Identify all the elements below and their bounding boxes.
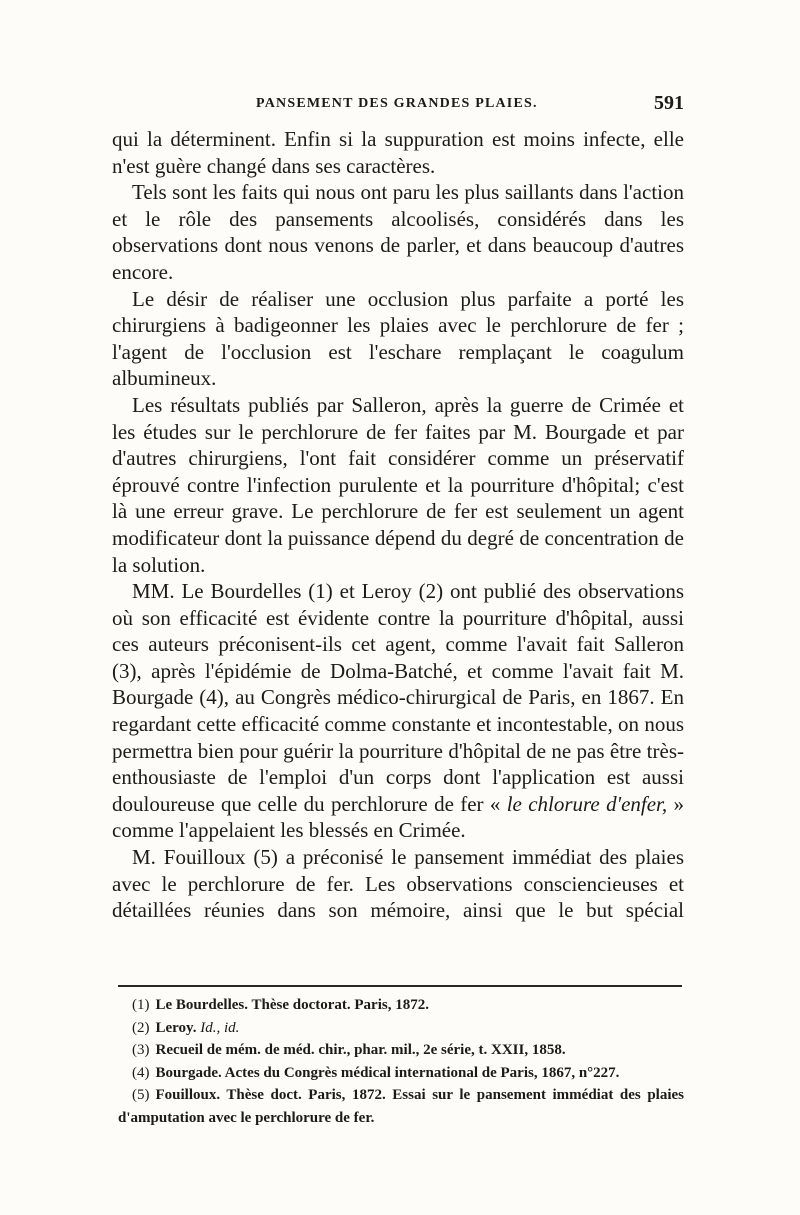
paragraph-hospital-gangrene	[112, 578, 684, 844]
footnote-mark: (1)	[132, 997, 150, 1013]
quoted-nickname: le chlorure d'enfer,	[506, 791, 668, 816]
footnote-text: Fouilloux. Thèse doct. Paris, 1872. Essai sur le pansement immédiat des plaies d'amputation avec le perchlorure de fer.	[118, 1087, 684, 1126]
footnote-4	[118, 1062, 684, 1085]
running-title: PANSEMENT DES GRANDES PLAIES.	[256, 96, 538, 111]
paragraph-text-end: » comme l'appelaient les blessés en Crimée.	[112, 791, 685, 843]
paragraph-alcohol-dressings: Tels sont les faits qui nous ont paru les plus saillants dans l'action et le rôle des pansements alcoolisés, considérés dans les observations dont nous venons de parler, et dans beaucoup d'autres encore.	[112, 180, 684, 284]
footnote-mark: (4)	[132, 1064, 150, 1081]
footnote-mark: (3)	[132, 1042, 150, 1058]
footnote-1	[118, 994, 684, 1017]
running-head	[112, 94, 684, 118]
footnote-2	[118, 1017, 684, 1040]
paragraph-continuation: qui la déterminent. Enfin si la suppuration est moins infecte, elle n'est guère changé dans ses caractères.	[112, 127, 684, 178]
footnote-3	[118, 1039, 684, 1062]
paragraph-text-start: MM. Le Bourdelles (1) et Leroy (2) ont publié des observations où son efficacité est évidente contre la pourriture d'hôpital, aussi ces auteurs préconisent-ils cet agent, comme l'avait fait Salleron (3), après l'épidémie de Dolma-Batché, et comme l'avait fait M. Bourgade (4), au Congrès médico-chirurgical de Paris, en 1867. En regardant cette efficacité comme constante et incontestable, on nous permettra bien pour guérir la pourriture d'hôpital de ne pas être très-enthousiaste de l'emploi d'un corps dont l'application est aussi douloureuse que celle du perchlorure de fer «	[112, 579, 684, 816]
footnote-ibid: Id., id.	[200, 1019, 240, 1036]
paragraph-fouilloux: M. Fouilloux (5) a préconisé le pansement immédiat des plaies avec le perchlorure de fer. Les observations consciencieuses et détaillées réunies dans son mémoire, ainsi que le but spécial	[112, 845, 684, 923]
footnote-rule	[118, 985, 682, 987]
paragraph-occlusion: Le désir de réaliser une occlusion plus parfaite a porté les chirurgiens à badigeonner les plaies avec le perchlorure de fer ; l'agent de l'occlusion est l'eschare remplaçant le coagulum albumineux.	[112, 286, 684, 391]
footnote-text: Leroy.	[155, 1019, 197, 1036]
footnote-text: Bourgade. Actes du Congrès médical international de Paris, 1867, n°227.	[155, 1064, 620, 1081]
footnote-text: Recueil de mém. de méd. chir., phar. mil., 2e série, t. XXII, 1858.	[155, 1042, 566, 1058]
footnote-mark: (2)	[132, 1019, 150, 1036]
footnotes	[118, 994, 684, 1129]
body-text	[112, 126, 684, 924]
footnote-text: Le Bourdelles. Thèse doctorat. Paris, 1872.	[155, 997, 429, 1013]
footnote-mark: (5)	[132, 1087, 150, 1103]
page-number: 591	[654, 92, 684, 114]
paragraph-salleron-results: Les résultats publiés par Salleron, après la guerre de Crimée et les études sur le perchlorure de fer faites par M. Bourgade et par d'autres chirurgiens, l'ont fait considérer comme un préservatif éprouvé contre l'infection purulente et la pourriture d'hôpital; c'est là une erreur grave. Le perchlorure de fer est seulement un agent modificateur dont la puissance dépend du degré de concentration de la solution.	[112, 392, 684, 577]
footnote-5	[118, 1084, 684, 1129]
